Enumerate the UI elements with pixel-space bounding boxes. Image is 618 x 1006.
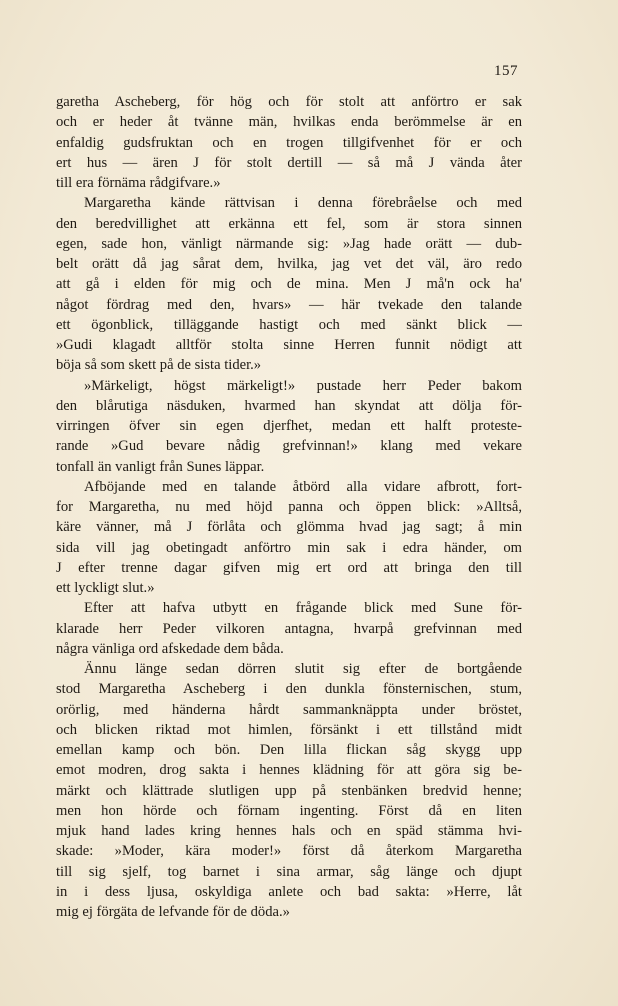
text-line: till era förnäma rådgifvare.» [56,175,221,191]
text-line: for Margaretha, nu med höjd panna och öppen blick: »Alltså, [56,499,522,515]
text-line: Efter att hafva utbytt en frågande blick med Sune för- [84,600,522,617]
text-line: och blicken riktad mot himlen, försänkt i ett tillstånd midt [56,721,522,738]
text-line: ett ögonblick, tilläggande hastigt och med sänkt blick — [56,316,522,333]
text-line: klarade herr Peder vilkoren antagna, hvarpå grefvinnan med [56,620,522,637]
text-line: belt orätt då jag sårat dem, hvilka, jag vet det väl, äro redo [56,256,522,272]
text-line: orörlig, med händerna hårdt sammanknäppta under bröstet, [56,701,522,718]
page-number: 157 [494,63,518,79]
text-line: käre vänner, må J förlåta och glömma hvad jag sagt; å min [56,519,522,536]
text-line: mig ej förgäta de lefvande för de döda.» [56,904,290,920]
text-line: enfaldig gudsfruktan och en trogen tillgifvenhet för er och [56,134,522,151]
text-line: emellan kamp och bön. Den lilla flickan såg skygg upp [56,742,522,758]
text-line: skade: »Moder, kära moder!» först då återkom Margaretha [56,843,522,860]
text-line: Ännu länge sedan dörren slutit sig efter de bortgående [84,661,522,677]
text-line: tonfall än vanligt från Sunes läppar. [56,458,265,475]
text-line: in i dess ljusa, oskyldiga anlete och bad sakta: »Herre, låt [56,883,522,900]
text-line: egen, sade hon, vänligt närmande sig: »Jag hade orätt — dub- [56,235,522,252]
text-line: Afböjande med en talande åtbörd alla vidare afbrott, fort- [84,478,522,495]
text-line: sida vill jag obetingadt anförtro min sak i edra händer, om [56,539,522,556]
text-line: emot modren, drog sakta i hennes klädning för att göra sig be- [56,762,522,779]
text-line: Margaretha kände rättvisan i denna förebråelse och med [84,195,522,212]
text-line: och er heder åt tvänne män, hvilkas enda berömmelse är en [56,114,522,131]
text-line: garetha Ascheberg, för hög och för stolt att anförtro er sak [56,94,522,110]
text-line: den beredvillighet att erkänna ett fel, som är stora sinnen [56,215,522,232]
text-line: virringen öfver sin egen djerfhet, medan ett halft proteste- [56,418,522,434]
text-line: något fördrag med den, hvars» — här tvekade den talande [56,296,522,313]
text-line: den blårutiga näsduken, hvarmed han skyndat att dölja för- [56,397,522,414]
text-line: böja så som skett på de sista tider.» [56,357,262,374]
text-line: att gå i elden för mig och de mina. Men J må'n ock ha' [56,276,522,293]
text-line: J efter trenne dagar gifven mig ert ord att bringa den till [56,559,522,576]
text-line: några vänliga ord afskedade dem båda. [56,640,284,657]
text-line: mjuk hand lades kring hennes hals och en späd stämma hvi- [56,823,522,839]
text-line: stod Margaretha Ascheberg i den dunkla fönsternischen, stum, [56,681,522,698]
text-line: märkt och klättrade slutligen upp på stenbänken bredvid henne; [56,782,522,799]
text-line: men hon hörde och förnam ingenting. Först då en liten [56,802,522,819]
text-line: rande »Gud bevare nådig grefvinnan!» klang med vekare [56,438,522,455]
body-text [56,92,522,922]
text-line: ert hus — ären J för stolt dertill — så må J vända åter [56,154,522,171]
text-line: »Märkeligt, högst märkeligt!» pustade herr Peder bakom [84,377,522,394]
text-line: till sig sjelf, tog barnet i sina armar, såg länge och djupt [56,863,522,880]
text-line: »Gudi klagadt alltför stolta sinne Herren funnit nödigt att [56,337,522,353]
text-line: ett lyckligt slut.» [56,580,155,596]
